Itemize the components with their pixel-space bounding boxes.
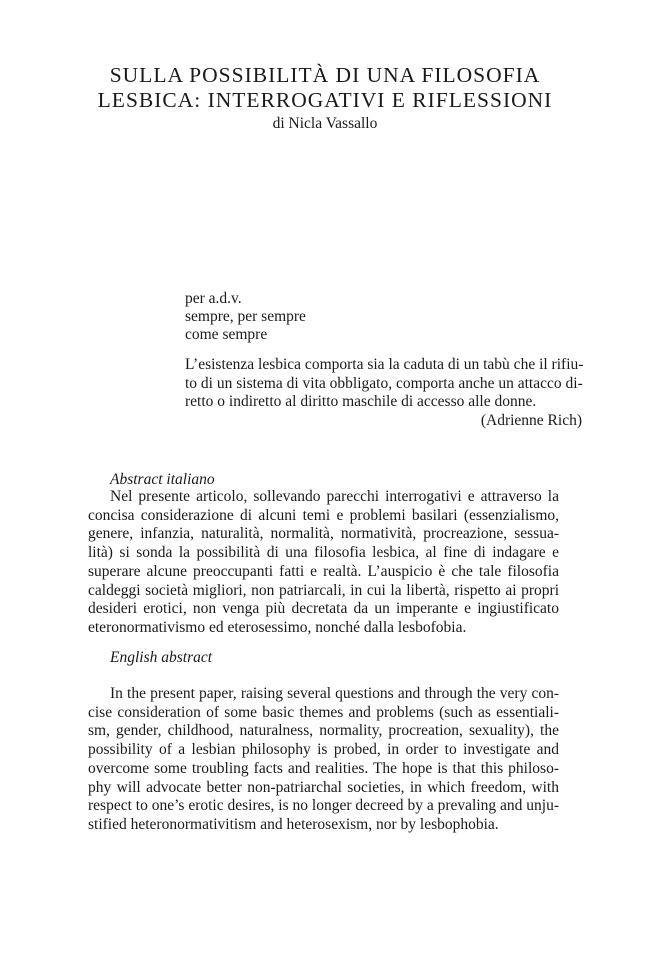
abstract-line: Nel presente articolo, sollevando parecchi interrogativi e attraverso la <box>110 488 559 505</box>
abstract-line: eteronormativismo ed eterosessimo, nonché dalla lesbofobia. <box>88 618 467 636</box>
dedication-line: come sempre <box>185 326 268 343</box>
abstract-line: desideri erotici, non venga più decretata da un imperante e ingiustificato <box>88 600 559 618</box>
epigraph-attribution: (Adrienne Rich) <box>480 412 582 430</box>
abstract-english-body <box>88 685 559 835</box>
dedication-line: sempre, per sempre <box>185 308 306 325</box>
abstract-line: cise consideration of some basic themes and problems (such as essentiali- <box>88 703 559 721</box>
abstract-line: possibility of a lesbian philosophy is probed, in order to investigate and <box>88 741 559 759</box>
dedication <box>185 290 306 344</box>
abstract-line: superare alcune preoccupanti fatti e realtà. L’auspicio è che tale filosofia <box>88 562 559 580</box>
abstract-line: In the present paper, raising several questions and through the very con- <box>110 685 559 702</box>
title-line: SULLA POSSIBILITÀ DI UNA FILOSOFIA <box>109 63 541 87</box>
epigraph-line: L’esistenza lesbica comporta sia la caduta di un tabù che il rifiu- <box>185 356 584 373</box>
epigraph-line: retto o indiretto al diritto maschile di accesso alle donne. <box>185 393 537 411</box>
abstract-line: concisa considerazione di alcuni temi e problemi basilari (essenzialismo, <box>88 506 559 524</box>
abstract-line: genere, infanzia, naturalità, normalità, normatività, procreazione, sessua- <box>88 525 559 543</box>
epigraph-line: to di un sistema di vita obbligato, comporta anche un attacco di- <box>185 374 583 392</box>
abstract-line: caldeggi società migliori, non patriarcali, in cui la libertà, rispetto ai propri <box>88 581 559 599</box>
epigraph <box>185 356 582 431</box>
abstract-line: lità) si sonda la possibilità di una filosofia lesbica, al fine di indagare e <box>88 544 559 562</box>
abstract-italian-heading: Abstract italiano <box>110 471 215 488</box>
abstract-line: sm, gender, childhood, naturalness, normality, procreation, sexuality), the <box>88 722 559 740</box>
dedication-line: per a.d.v. <box>185 290 242 307</box>
title-line: LESBICA: INTERROGATIVI E RIFLESSIONI <box>97 88 553 112</box>
abstract-line: phy will advocate better non-patriarchal societies, in which freedom, with <box>88 778 559 796</box>
abstract-line: respect to one’s erotic desires, is no longer decreed by a prevaling and unju- <box>88 797 559 815</box>
author-byline: di Nicla Vassallo <box>272 115 378 132</box>
abstract-line: stified heteronormativitism and heterosexism, nor by lesbophobia. <box>88 815 499 833</box>
abstract-italian-body <box>88 488 559 638</box>
abstract-line: overcome some troubling facts and realities. The hope is that this philoso- <box>88 759 559 777</box>
article-title <box>0 63 650 113</box>
abstract-english-heading: English abstract <box>110 649 213 666</box>
